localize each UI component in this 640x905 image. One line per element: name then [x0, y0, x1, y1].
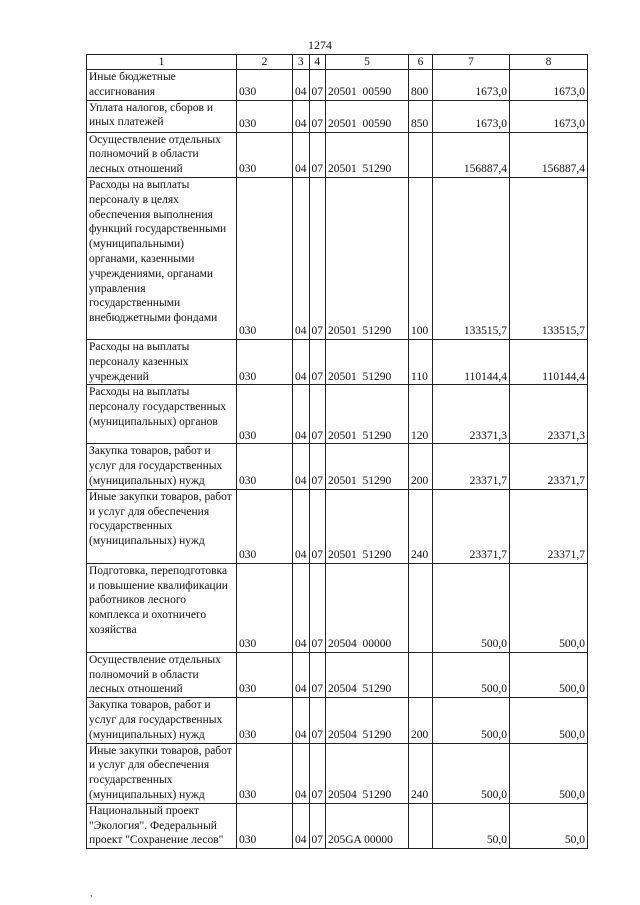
row-subsection-code: 07	[309, 339, 326, 384]
row-amount-2: 1673,0	[510, 100, 588, 132]
budget-table	[86, 54, 588, 849]
row-target-code: 20501 51290	[326, 177, 409, 339]
row-name: Осуществление отдельных полномочий в области лесных отношений	[87, 652, 237, 697]
row-subsection-code: 07	[309, 444, 326, 489]
row-amount-2: 110144,4	[510, 339, 588, 384]
row-amount-2: 1673,0	[510, 70, 588, 101]
page-number: 1274	[308, 38, 332, 52]
row-expense-type: 850	[409, 100, 433, 132]
row-amount-1: 1673,0	[433, 70, 510, 101]
row-gr-code: 030	[237, 385, 293, 444]
table-row	[87, 132, 588, 177]
row-subsection-code: 07	[309, 652, 326, 697]
row-name: Подготовка, переподготовка и повышение квалификации работников лесного комплекса и охотничего хозяйства	[87, 563, 237, 652]
row-subsection-code: 07	[309, 803, 326, 848]
row-target-code: 20504 00000	[326, 563, 409, 652]
row-section-code: 04	[293, 177, 310, 339]
row-section-code: 04	[293, 743, 310, 803]
row-section-code: 04	[293, 803, 310, 848]
row-expense-type: 200	[409, 444, 433, 489]
row-section-code: 04	[293, 489, 310, 563]
row-subsection-code: 07	[309, 489, 326, 563]
row-amount-2: 500,0	[510, 652, 588, 697]
row-section-code: 04	[293, 100, 310, 132]
row-gr-code: 030	[237, 132, 293, 177]
row-expense-type	[409, 563, 433, 652]
row-expense-type: 200	[409, 698, 433, 743]
column-header: 1	[87, 55, 237, 70]
row-expense-type	[409, 132, 433, 177]
row-subsection-code: 07	[309, 385, 326, 444]
row-gr-code: 030	[237, 70, 293, 101]
row-amount-2: 156887,4	[510, 132, 588, 177]
table-row	[87, 652, 588, 697]
table-row	[87, 444, 588, 489]
row-subsection-code: 07	[309, 70, 326, 101]
row-expense-type: 800	[409, 70, 433, 101]
row-target-code: 20501 51290	[326, 385, 409, 444]
row-amount-1: 500,0	[433, 698, 510, 743]
row-subsection-code: 07	[309, 743, 326, 803]
row-gr-code: 030	[237, 698, 293, 743]
column-header: 4	[309, 55, 326, 70]
row-amount-1: 50,0	[433, 803, 510, 848]
row-amount-1: 500,0	[433, 563, 510, 652]
table-row	[87, 803, 588, 848]
row-section-code: 04	[293, 444, 310, 489]
row-target-code: 20501 00590	[326, 70, 409, 101]
table-row	[87, 563, 588, 652]
row-target-code: 20501 51290	[326, 489, 409, 563]
row-gr-code: 030	[237, 803, 293, 848]
row-amount-2: 500,0	[510, 743, 588, 803]
table-header-row	[87, 55, 588, 70]
table-row	[87, 385, 588, 444]
row-target-code: 205GA 00000	[326, 803, 409, 848]
row-name: Национальный проект "Экология". Федеральный проект "Сохранение лесов"	[87, 803, 237, 848]
row-section-code: 04	[293, 563, 310, 652]
column-header: 7	[433, 55, 510, 70]
row-name: Осуществление отдельных полномочий в области лесных отношений	[87, 132, 237, 177]
row-target-code: 20504 51290	[326, 698, 409, 743]
row-subsection-code: 07	[309, 177, 326, 339]
row-amount-1: 23371,3	[433, 385, 510, 444]
row-amount-1: 156887,4	[433, 132, 510, 177]
row-subsection-code: 07	[309, 563, 326, 652]
row-expense-type: 240	[409, 489, 433, 563]
row-name: Расходы на выплаты персоналу казенных учреждений	[87, 339, 237, 384]
row-subsection-code: 07	[309, 698, 326, 743]
row-amount-2: 23371,3	[510, 385, 588, 444]
row-name: Иные бюджетные ассигнования	[87, 70, 237, 101]
row-target-code: 20504 51290	[326, 652, 409, 697]
row-amount-1: 133515,7	[433, 177, 510, 339]
row-name: Иные закупки товаров, работ и услуг для обеспечения государственных (муниципальных) нужд	[87, 743, 237, 803]
scan-mark: ,	[90, 888, 93, 899]
row-gr-code: 030	[237, 177, 293, 339]
row-expense-type: 120	[409, 385, 433, 444]
row-amount-2: 133515,7	[510, 177, 588, 339]
row-name: Расходы на выплаты персоналу государственных (муниципальных) органов	[87, 385, 237, 444]
row-name: Уплата налогов, сборов и иных платежей	[87, 100, 237, 132]
row-target-code: 20501 51290	[326, 132, 409, 177]
row-amount-2: 23371,7	[510, 444, 588, 489]
row-expense-type	[409, 652, 433, 697]
row-amount-1: 23371,7	[433, 444, 510, 489]
row-amount-2: 500,0	[510, 698, 588, 743]
row-expense-type: 100	[409, 177, 433, 339]
row-target-code: 20501 51290	[326, 339, 409, 384]
row-section-code: 04	[293, 698, 310, 743]
row-subsection-code: 07	[309, 132, 326, 177]
column-header: 6	[409, 55, 433, 70]
row-gr-code: 030	[237, 563, 293, 652]
table-row	[87, 698, 588, 743]
row-name: Закупка товаров, работ и услуг для государственных (муниципальных) нужд	[87, 444, 237, 489]
row-target-code: 20501 51290	[326, 444, 409, 489]
row-section-code: 04	[293, 339, 310, 384]
table-row	[87, 743, 588, 803]
row-amount-1: 110144,4	[433, 339, 510, 384]
row-section-code: 04	[293, 385, 310, 444]
table-row	[87, 100, 588, 132]
row-name: Расходы на выплаты персоналу в целях обеспечения выполнения функций государственными (муниципальными) органами, казенными учреждениями, органами управления государственными внебюджетными фондами	[87, 177, 237, 339]
row-amount-1: 500,0	[433, 652, 510, 697]
row-expense-type: 110	[409, 339, 433, 384]
table-row	[87, 339, 588, 384]
row-gr-code: 030	[237, 100, 293, 132]
row-amount-1: 1673,0	[433, 100, 510, 132]
row-gr-code: 030	[237, 339, 293, 384]
column-header: 3	[293, 55, 310, 70]
row-target-code: 20501 00590	[326, 100, 409, 132]
row-gr-code: 030	[237, 743, 293, 803]
row-expense-type	[409, 803, 433, 848]
row-target-code: 20504 51290	[326, 743, 409, 803]
table-row	[87, 70, 588, 101]
row-section-code: 04	[293, 132, 310, 177]
row-amount-1: 23371,7	[433, 489, 510, 563]
row-gr-code: 030	[237, 489, 293, 563]
column-header: 5	[326, 55, 409, 70]
row-section-code: 04	[293, 70, 310, 101]
row-expense-type: 240	[409, 743, 433, 803]
row-amount-2: 500,0	[510, 563, 588, 652]
row-name: Закупка товаров, работ и услуг для государственных (муниципальных) нужд	[87, 698, 237, 743]
row-section-code: 04	[293, 652, 310, 697]
row-subsection-code: 07	[309, 100, 326, 132]
row-amount-2: 23371,7	[510, 489, 588, 563]
row-amount-1: 500,0	[433, 743, 510, 803]
column-header: 2	[237, 55, 293, 70]
table-row	[87, 177, 588, 339]
row-amount-2: 50,0	[510, 803, 588, 848]
row-gr-code: 030	[237, 652, 293, 697]
column-header: 8	[510, 55, 588, 70]
row-name: Иные закупки товаров, работ и услуг для обеспечения государственных (муниципальных) нужд	[87, 489, 237, 563]
table-row	[87, 489, 588, 563]
row-gr-code: 030	[237, 444, 293, 489]
